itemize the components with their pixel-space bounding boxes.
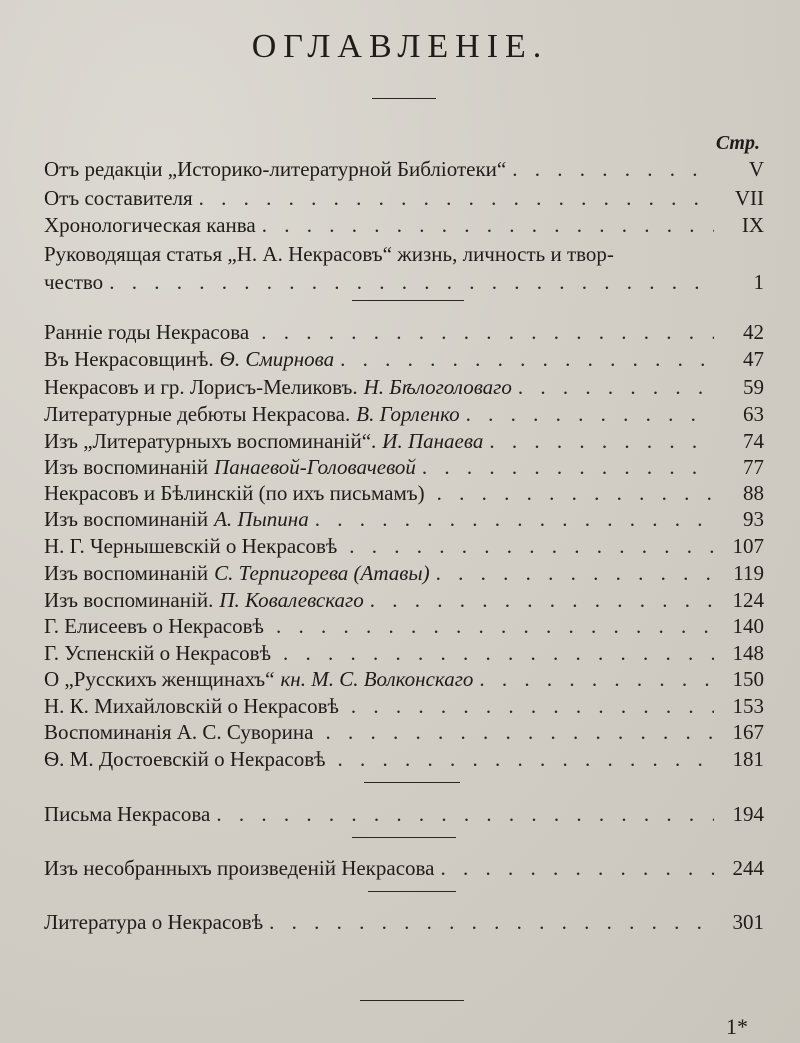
title-rule: [372, 98, 436, 99]
toc-entry: чество . . . 1: [44, 268, 764, 296]
page-title: ОГЛАВЛЕНІЕ.: [251, 28, 549, 65]
toc-entry: Отъ редакціи „Историко-литературной Библіотеки“ . . . V: [44, 155, 764, 183]
toc-entry: Хронологическая канва . . . IX: [44, 211, 764, 239]
toc-entry: Письма Некрасова . . . 194: [44, 800, 764, 828]
page-column-header: Стр.: [715, 132, 760, 154]
end-rule: [360, 1000, 464, 1001]
toc-entry: Н. Г. Чернышевскій о Некрасовѣ . . . 107: [44, 532, 764, 560]
toc-entry: Г. Елисеевъ о Некрасовѣ . . . 140: [44, 612, 764, 640]
toc-entry: Изъ воспоминаній С. Терпигорева (Атавы) . . . 119: [44, 559, 764, 587]
toc-entry: Г. Успенскій о Некрасовѣ . . . 148: [44, 639, 764, 667]
toc-entry: О „Русскихъ женщинахъ“ кн. М. С. Волконскаго . . . 150: [44, 665, 764, 693]
toc-entry: Изъ воспоминаній Панаевой-Головачевой . . . 77: [44, 453, 764, 481]
toc-entry: Отъ составителя . . . VII: [44, 184, 764, 212]
toc-entry: Въ Некрасовщинѣ. Ѳ. Смирнова . . . 47: [44, 345, 764, 373]
toc-entry: Литературные дебюты Некрасова. В. Горленко . . . 63: [44, 400, 764, 428]
toc-entry-first-line: Руководящая статья „Н. А. Некрасовъ“ жизнь, личность и твор-: [44, 242, 614, 266]
toc-entry: Изъ воспоминаній А. Пыпина . . . 93: [44, 505, 764, 533]
toc-entry: Изъ воспоминаній. П. Ковалевскаго . . . 124: [44, 586, 764, 614]
section-divider: [368, 891, 456, 892]
toc-entry: Литература о Некрасовѣ . . . 301: [44, 908, 764, 936]
section-divider: [364, 782, 460, 783]
signature-mark: 1*: [726, 1014, 748, 1039]
toc-entry: Изъ несобранныхъ произведеній Некрасова . . . 244: [44, 854, 764, 882]
toc-entry: Ѳ. М. Достоевскій о Некрасовѣ . . . 181: [44, 745, 764, 773]
toc-entry: Воспоминанія А. С. Суворина . . . 167: [44, 718, 764, 746]
toc-entry: Изъ „Литературныхъ воспоминаній“. И. Панаева . . . 74: [44, 427, 764, 455]
section-divider: [352, 837, 456, 838]
toc-entry: Ранніе годы Некрасова . . . 42: [44, 318, 764, 346]
toc-entry: Н. К. Михайловскій о Некрасовѣ . . . 153: [44, 692, 764, 720]
section-divider: [352, 300, 464, 301]
toc-entry: Некрасовъ и гр. Лорисъ-Меликовъ. Н. Бѣлоголоваго . . . 59: [44, 373, 764, 401]
toc-entry: Некрасовъ и Бѣлинскій (по ихъ письмамъ) . . . 88: [44, 479, 764, 507]
